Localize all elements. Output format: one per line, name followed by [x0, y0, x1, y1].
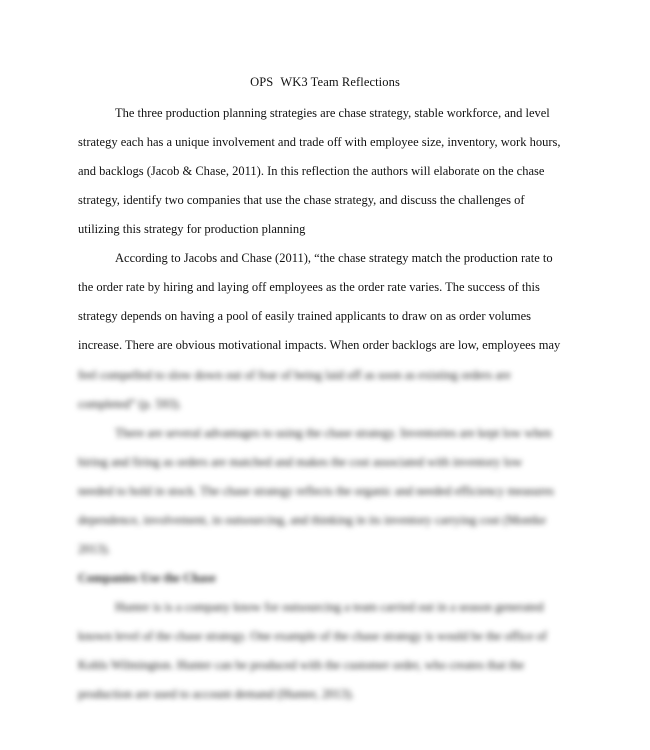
- text-line: The three production planning strategies are chase strategy, stable workforce, and level: [115, 106, 550, 120]
- document-title: [0, 75, 650, 90]
- text-line: 2013).: [78, 542, 111, 556]
- text-line: feel compelled to slow down out of fear of being laid off as soon as existing orders are: [78, 368, 511, 382]
- text-line: known level of the chase strategy. One example of the chase strategy is would be the office of: [78, 629, 547, 643]
- paragraph-1: [78, 103, 578, 248]
- text-line: increase. There are obvious motivational impacts. When order backlogs are low, employees may: [78, 338, 561, 352]
- text-line: the order rate by hiring and laying off employees as the order rate varies. The success of this: [78, 280, 540, 294]
- text-line: hiring and firing as orders are matched and makes the cost associated with inventory low: [78, 455, 523, 469]
- text-line: There are several advantages to using the chase strategy. Inventories are kept low when: [115, 426, 552, 440]
- text-line: According to Jacobs and Chase (2011), “the chase strategy match the production rate to: [115, 251, 553, 265]
- text-line: Kohls Wilmington. Hunter can be produced with the customer order, who creates that the: [78, 658, 525, 672]
- title-course: OPS: [250, 75, 274, 89]
- text-line: needed to hold in stock. The chase strategy reflects the organic and needed efficiency measures: [78, 484, 554, 498]
- paragraph-2: [78, 248, 578, 364]
- text-line: completed” (p. 593).: [78, 397, 182, 411]
- text-line: strategy, identify two companies that use the chase strategy, and discuss the challenges of: [78, 193, 525, 207]
- text-line: Hunter is is a company know for outsourcing a team carried out in a season generated: [115, 600, 544, 614]
- text-line: dependence, involvement, in outsourcing, and thinking in its inventory carrying cost (Montke: [78, 513, 546, 527]
- section-heading: Companies Use the Chase: [78, 571, 216, 585]
- title-text: WK3 Team Reflections: [280, 75, 400, 89]
- blurred-text: [78, 365, 578, 713]
- blurred-preview: [0, 352, 650, 750]
- text-line: strategy each has a unique involvement and trade off with employee size, inventory, work hours,: [78, 135, 561, 149]
- text-line: strategy depends on having a pool of easily trained applicants to draw on as order volumes: [78, 309, 532, 323]
- text-line: production are used to account demand (Hunter, 2013).: [78, 687, 355, 701]
- text-line: and backlogs (Jacob & Chase, 2011). In this reflection the authors will elaborate on the chase: [78, 164, 545, 178]
- text-line: utilizing this strategy for production planning: [78, 222, 306, 236]
